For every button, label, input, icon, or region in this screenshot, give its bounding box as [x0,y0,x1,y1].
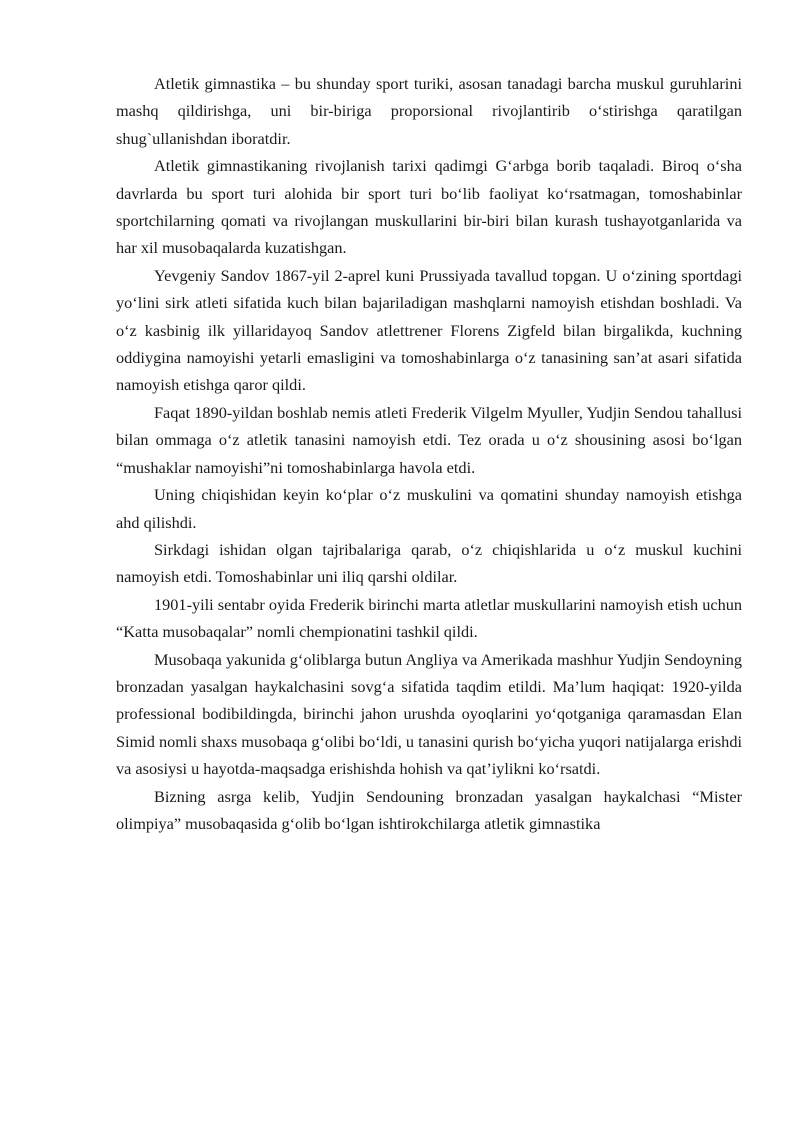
paragraph-8: Musobaqa yakunida g‘oliblarga butun Angliya va Amerikada mashhur Yudjin Sendoyning bronzadan yasalgan haykalchasini sovg‘a sifatida taqdim etildi. Ma’lum haqiqat: 1920-yilda professional bodibildingda, birinchi jahon urushda oyoqlarini yo‘qotganiga qaramasdan Elan Simid nomli shaxs musobaqa g‘olibi bo‘ldi, u tanasini qurish bo‘yicha yuqori natijalarga erishdi va asosiysi u hayotda-maqsadga erishishda hohish va qat’iylikni ko‘rsatdi. [116,649,742,779]
paragraph-7: 1901-yili sentabr oyida Frederik birinchi marta atletlar muskullarini namoyish etish uchun “Katta musobaqalar” nomli chempionatini tashkil qildi. [116,594,742,642]
document-body [116,70,742,837]
paragraph-1: Atletik gimnastika – bu shunday sport turiki, asosan tanadagi barcha muskul guruhlarini mashq qildirishga, uni bir-biriga proporsional rivojlantirib o‘stirishga qaratilgan shug`ullanishdan iboratdir. [116,74,742,148]
paragraph-9: Bizning asrga kelib, Yudjin Sendouning bronzadan yasalgan haykalchasi “Mister olimpiya” musobaqasida g‘olib bo‘lgan ishtirokchilarga atletik gimnastika [116,786,742,833]
paragraph-2: Atletik gimnastikaning rivojlanish tarixi qadimgi G‘arbga borib taqaladi. Biroq o‘sha davrlarda bu sport turi alohida bir sport turi bo‘lib faoliyat ko‘rsatmagan, tomoshabinlar sportchilarning qomati va rivojlangan muskullarini bir-biri bilan kurash tushayotganlarida va har xil musobaqalarda kuzatishgan. [116,156,742,258]
paragraph-3: Yevgeniy Sandov 1867-yil 2-aprel kuni Prussiyada tavallud topgan. U o‘zining sportdagi yo‘lini sirk atleti sifatida kuch bilan bajariladigan mashqlarni namoyish etishdan boshladi. Va o‘z kasbinig ilk yillaridayoq Sandov atlettrener Florens Zigfeld bilan birgalikda, kuchning oddiygina namoyishi yetarli emasligini va tomoshabinlarga o‘z tanasining san’at asari sifatida namoyish etishga qaror qildi. [116,265,742,395]
paragraph-6: Sirkdagi ishidan olgan tajribalariga qarab, o‘z chiqishlarida u o‘z muskul kuchini namoyish etdi. Tomoshabinlar uni iliq qarshi oldilar. [116,539,742,587]
paragraph-4: Faqat 1890-yildan boshlab nemis atleti Frederik Vilgelm Myuller, Yudjin Sendou tahallusi bilan ommaga o‘z atletik tanasini namoyish etdi. Tez orada u o‘z shousining asosi bo‘lgan “mushaklar namoyishi”ni tomoshabinlarga havola etdi. [116,402,742,477]
paragraph-5: Uning chiqishidan keyin ko‘plar o‘z muskulini va qomatini shunday namoyish etishga ahd qilishdi. [116,485,742,532]
